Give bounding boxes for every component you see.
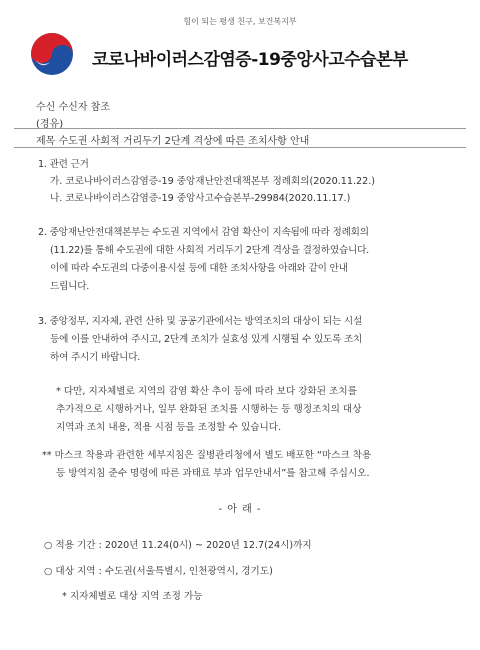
divider-text: - 아 래 - xyxy=(218,504,262,515)
section2-line: 2. 중앙재난안전대책본부는 수도권 지역에서 감염 확산이 지속됨에 따라 정례회의 xyxy=(38,227,369,238)
note1-line: * 다만, 지자체별로 지역의 감염 확산 추이 등에 따라 보다 강화된 조치를 xyxy=(56,386,357,397)
section3-line: 등에 이를 안내하여 주시고, 2단계 조치가 실효성 있게 시행될 수 있도록 조치 xyxy=(50,334,363,345)
section1-item: 나. 코로나바이러스감염증-19 중앙사고수습본부-29984(2020.11.17.) xyxy=(50,193,351,204)
header-divider-top xyxy=(14,128,466,129)
section3-line: 하여 주시기 바랍니다. xyxy=(50,352,141,363)
subject-line: 제목 수도권 사회적 거리두기 2단계 격상에 따른 조치사항 안내 xyxy=(36,136,310,147)
note2-line: 등 방역지침 준수 명령에 따른 과태료 부과 업무안내서”를 참고해 주십시오. xyxy=(56,468,370,479)
note1-line: 추가적으로 시행하거나, 일부 완화된 조치를 시행하는 등 행정조치의 대상 xyxy=(56,404,362,415)
organization-name: 코로나바이러스감염증-19중앙사고수습본부 xyxy=(92,50,408,70)
section2-line: (11.22)를 통해 수도권에 대한 사회적 거리두기 2단계 격상을 결정하였습니다. xyxy=(50,245,369,256)
target-region: ○ 대상 지역 : 수도권(서울특별시, 인천광역시, 경기도) xyxy=(44,566,273,577)
recipient-line: 수신 수신자 참조 xyxy=(36,102,110,113)
header-divider-bottom xyxy=(14,147,466,148)
government-logo-icon xyxy=(30,32,74,76)
via-line: (경유) xyxy=(36,119,64,130)
section1-item: 가. 코로나바이러스감염증-19 중앙재난안전대책본부 정례회의(2020.11.22.) xyxy=(50,176,376,187)
section2-line: 이에 따라 수도권의 다중이용시설 등에 대한 조치사항을 아래와 같이 안내 xyxy=(50,263,348,274)
application-period: ○ 적용 기간 : 2020년 11.24(0시) ~ 2020년 12.7(24시)까지 xyxy=(44,540,312,551)
section3-line: 3. 중앙정부, 지자체, 관련 산하 및 공공기관에서는 방역조치의 대상이 되는 시설 xyxy=(38,316,363,327)
note2-line: ** 마스크 착용과 관련한 세부지침은 질병관리청에서 별도 배포한 “마스크 착용 xyxy=(42,450,372,461)
region-adjust-note: * 지자체별로 대상 지역 조정 가능 xyxy=(62,591,203,602)
note1-line: 지역과 조치 내용, 적용 시점 등을 조정할 수 있습니다. xyxy=(56,422,282,433)
section2-line: 드립니다. xyxy=(50,281,90,292)
section1-heading: 1. 관련 근거 xyxy=(38,159,89,170)
slogan: 힘이 되는 평생 친구, 보건복지부 xyxy=(183,17,297,26)
